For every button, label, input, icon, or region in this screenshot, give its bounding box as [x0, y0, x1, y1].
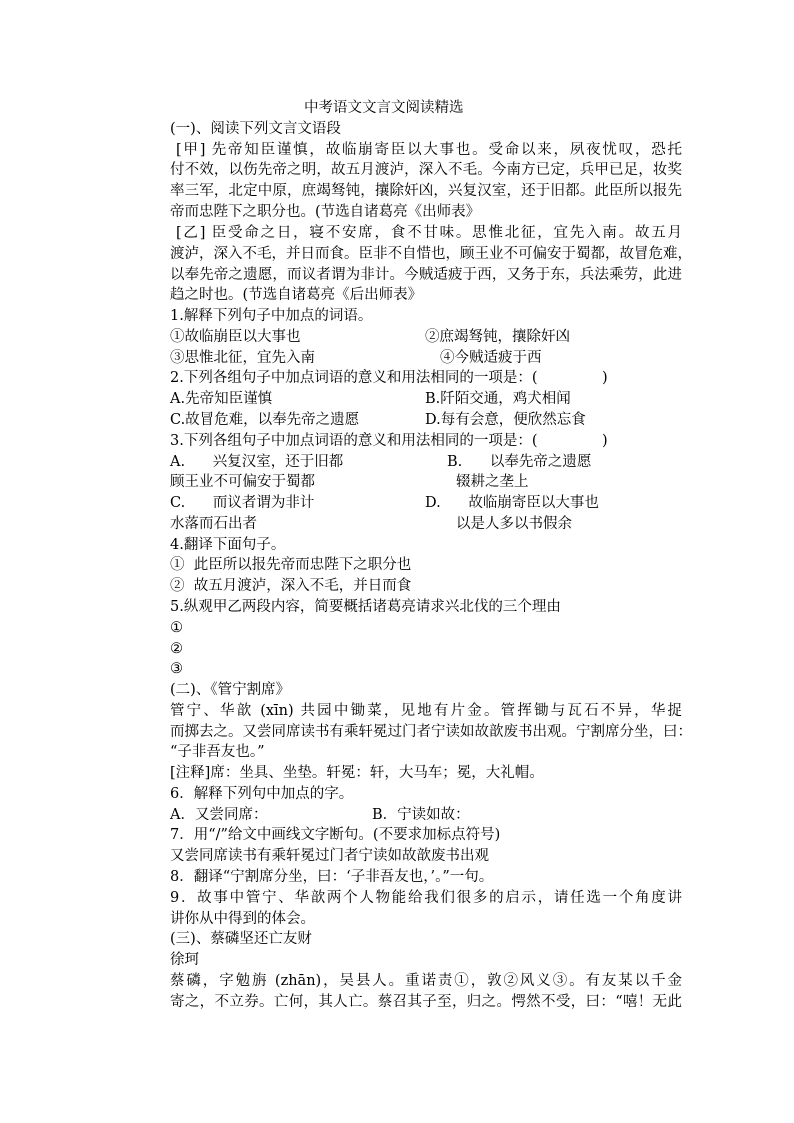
section-3-heading: (三)、蔡磷坚还亡友财: [170, 931, 312, 947]
section-3-author: 徐珂: [170, 952, 199, 968]
question-5-item: ③: [170, 661, 183, 677]
question-9-line: 讲你从中得到的体会。: [170, 911, 315, 927]
question-3-option: 辍耕之垄上: [456, 474, 529, 490]
section-2-note: [注释]席：坐具、坐垫。轩冕：轩，大马车；冕，大礼帽。: [170, 765, 544, 781]
jia-paragraph-line: 率三军，北定中原，庶竭驽钝，攘除奸凶，兴复汉室，还于旧都。此臣所以报先: [170, 183, 682, 199]
question-6-option: A．又尝同席：: [170, 807, 268, 823]
question-9-line: 9．故事中管宁、华歆两个人物能给我们很多的启示，请任选一个角度讲: [170, 890, 682, 906]
question-2: 2.下列各组句子中加点词语的意义和用法相同的一项是：( ): [170, 370, 608, 386]
question-2-option: B.阡陌交通，鸡犬相闻: [425, 391, 571, 407]
question-1-option: ②庶竭驽钝，攘除奸凶: [425, 329, 570, 345]
question-8: 8．翻译“宁割席分坐，曰：‘子非吾友也，’。”一句。: [170, 869, 494, 885]
question-7: 7．用“/”给文中画线文字断句。(不要求加标点符号): [170, 827, 501, 843]
question-2-option: D.每有会意，便欣然忘食: [425, 412, 586, 428]
question-2-option: C.故冒危难，以奉先帝之遗愿: [170, 412, 360, 428]
question-3: 3.下列各组句子中加点词语的意义和用法相同的一项是：( ): [170, 433, 608, 449]
section-2-heading: (二)、《管宁割席》: [170, 682, 291, 698]
question-7-text: 又尝同席读书有乘轩冕过门者宁读如故歆废书出观: [170, 848, 489, 864]
question-4-item: ② 故五月渡泸，深入不毛，并日而食: [170, 578, 412, 594]
yi-paragraph-line: [乙] 臣受命之日，寝不安席，食不甘味。思惟北征，宜先入南。故五月: [176, 225, 682, 241]
jia-paragraph-line: [甲] 先帝知臣谨慎，故临崩寄臣以大事也。受命以来，夙夜忧叹，恐托: [176, 142, 682, 158]
question-3-option: 以是人多以书假余: [456, 516, 572, 532]
yi-paragraph-line: 趋之时也。(节选自诸葛亮《后出师表》: [170, 287, 423, 303]
question-6-option: B．宁读如故：: [372, 807, 470, 823]
question-2-option: A.先帝知臣谨慎: [170, 391, 273, 407]
question-3-option: 顾王业不可偏安于蜀都: [170, 474, 315, 490]
question-1-option: ④今贼适疲于西: [440, 350, 542, 366]
question-5-item: ①: [170, 620, 183, 636]
question-3-option: A. 兴复汉室，还于旧都: [170, 454, 344, 470]
section-3-text-line: 蔡磷，字勉旃 (zhān)，吴县人。重诺责①，敦②风义③。有友某以千金: [170, 973, 682, 989]
question-4-item: ① 此臣所以报先帝而忠陛下之职分也: [170, 557, 412, 573]
jia-paragraph-line: 帝而忠陛下之职分也。(节选自诸葛亮《出师表》: [170, 204, 481, 220]
section-3-text-line: 寄之，不立券。亡何，其人亡。蔡召其子至，归之。愕然不受，曰：“嘻！无此: [170, 994, 682, 1010]
question-1: 1.解释下列句子中加点的词语。: [170, 308, 373, 324]
question-4: 4.翻译下面句子。: [170, 537, 286, 553]
question-3-option: B. 以奉先帝之遗愿: [447, 454, 592, 470]
question-3-option: 水落而石出者: [170, 516, 257, 532]
section-2-text-line: 管宁、华歆 (xīn) 共园中锄菜，见地有片金。管挥锄与瓦石不异，华捉: [170, 703, 682, 719]
section-2-text-line: “子非吾友也。”: [170, 744, 265, 760]
yi-paragraph-line: 渡泸，深入不毛，并日而食。臣非不自惜也，顾王业不可偏安于蜀都，故冒危难，: [170, 246, 692, 262]
yi-paragraph-line: 以奉先帝之遗愿，而议者谓为非计。今贼适疲于西，又务于东，兵法乘劳，此进: [170, 267, 682, 283]
section-1-heading: (一)、阅读下列文言文语段: [170, 121, 341, 137]
jia-paragraph-line: 付不效，以伤先帝之明，故五月渡泸，深入不毛。今南方已定，兵甲已足，妆奖: [170, 162, 682, 178]
question-5: 5.纵观甲乙两段内容，简要概括诸葛亮请求兴北伐的三个理由: [170, 599, 561, 615]
question-5-item: ②: [170, 641, 183, 657]
question-3-option: D. 故临崩寄臣以大事也: [425, 495, 599, 511]
question-1-option: ③思惟北征，宜先入南: [170, 350, 315, 366]
question-6: 6．解释下列句中加点的字。: [170, 786, 354, 802]
section-2-text-line: 而掷去之。又尝同席读书有乘轩冕过门者宁读如故歆废书出观。宁割席分坐，曰：: [170, 724, 692, 740]
question-1-option: ①故临崩臣以大事也: [170, 329, 301, 345]
question-3-option: C. 而议者谓为非计: [170, 495, 315, 511]
page-title: 中考语文文言文阅读精选: [304, 100, 464, 116]
